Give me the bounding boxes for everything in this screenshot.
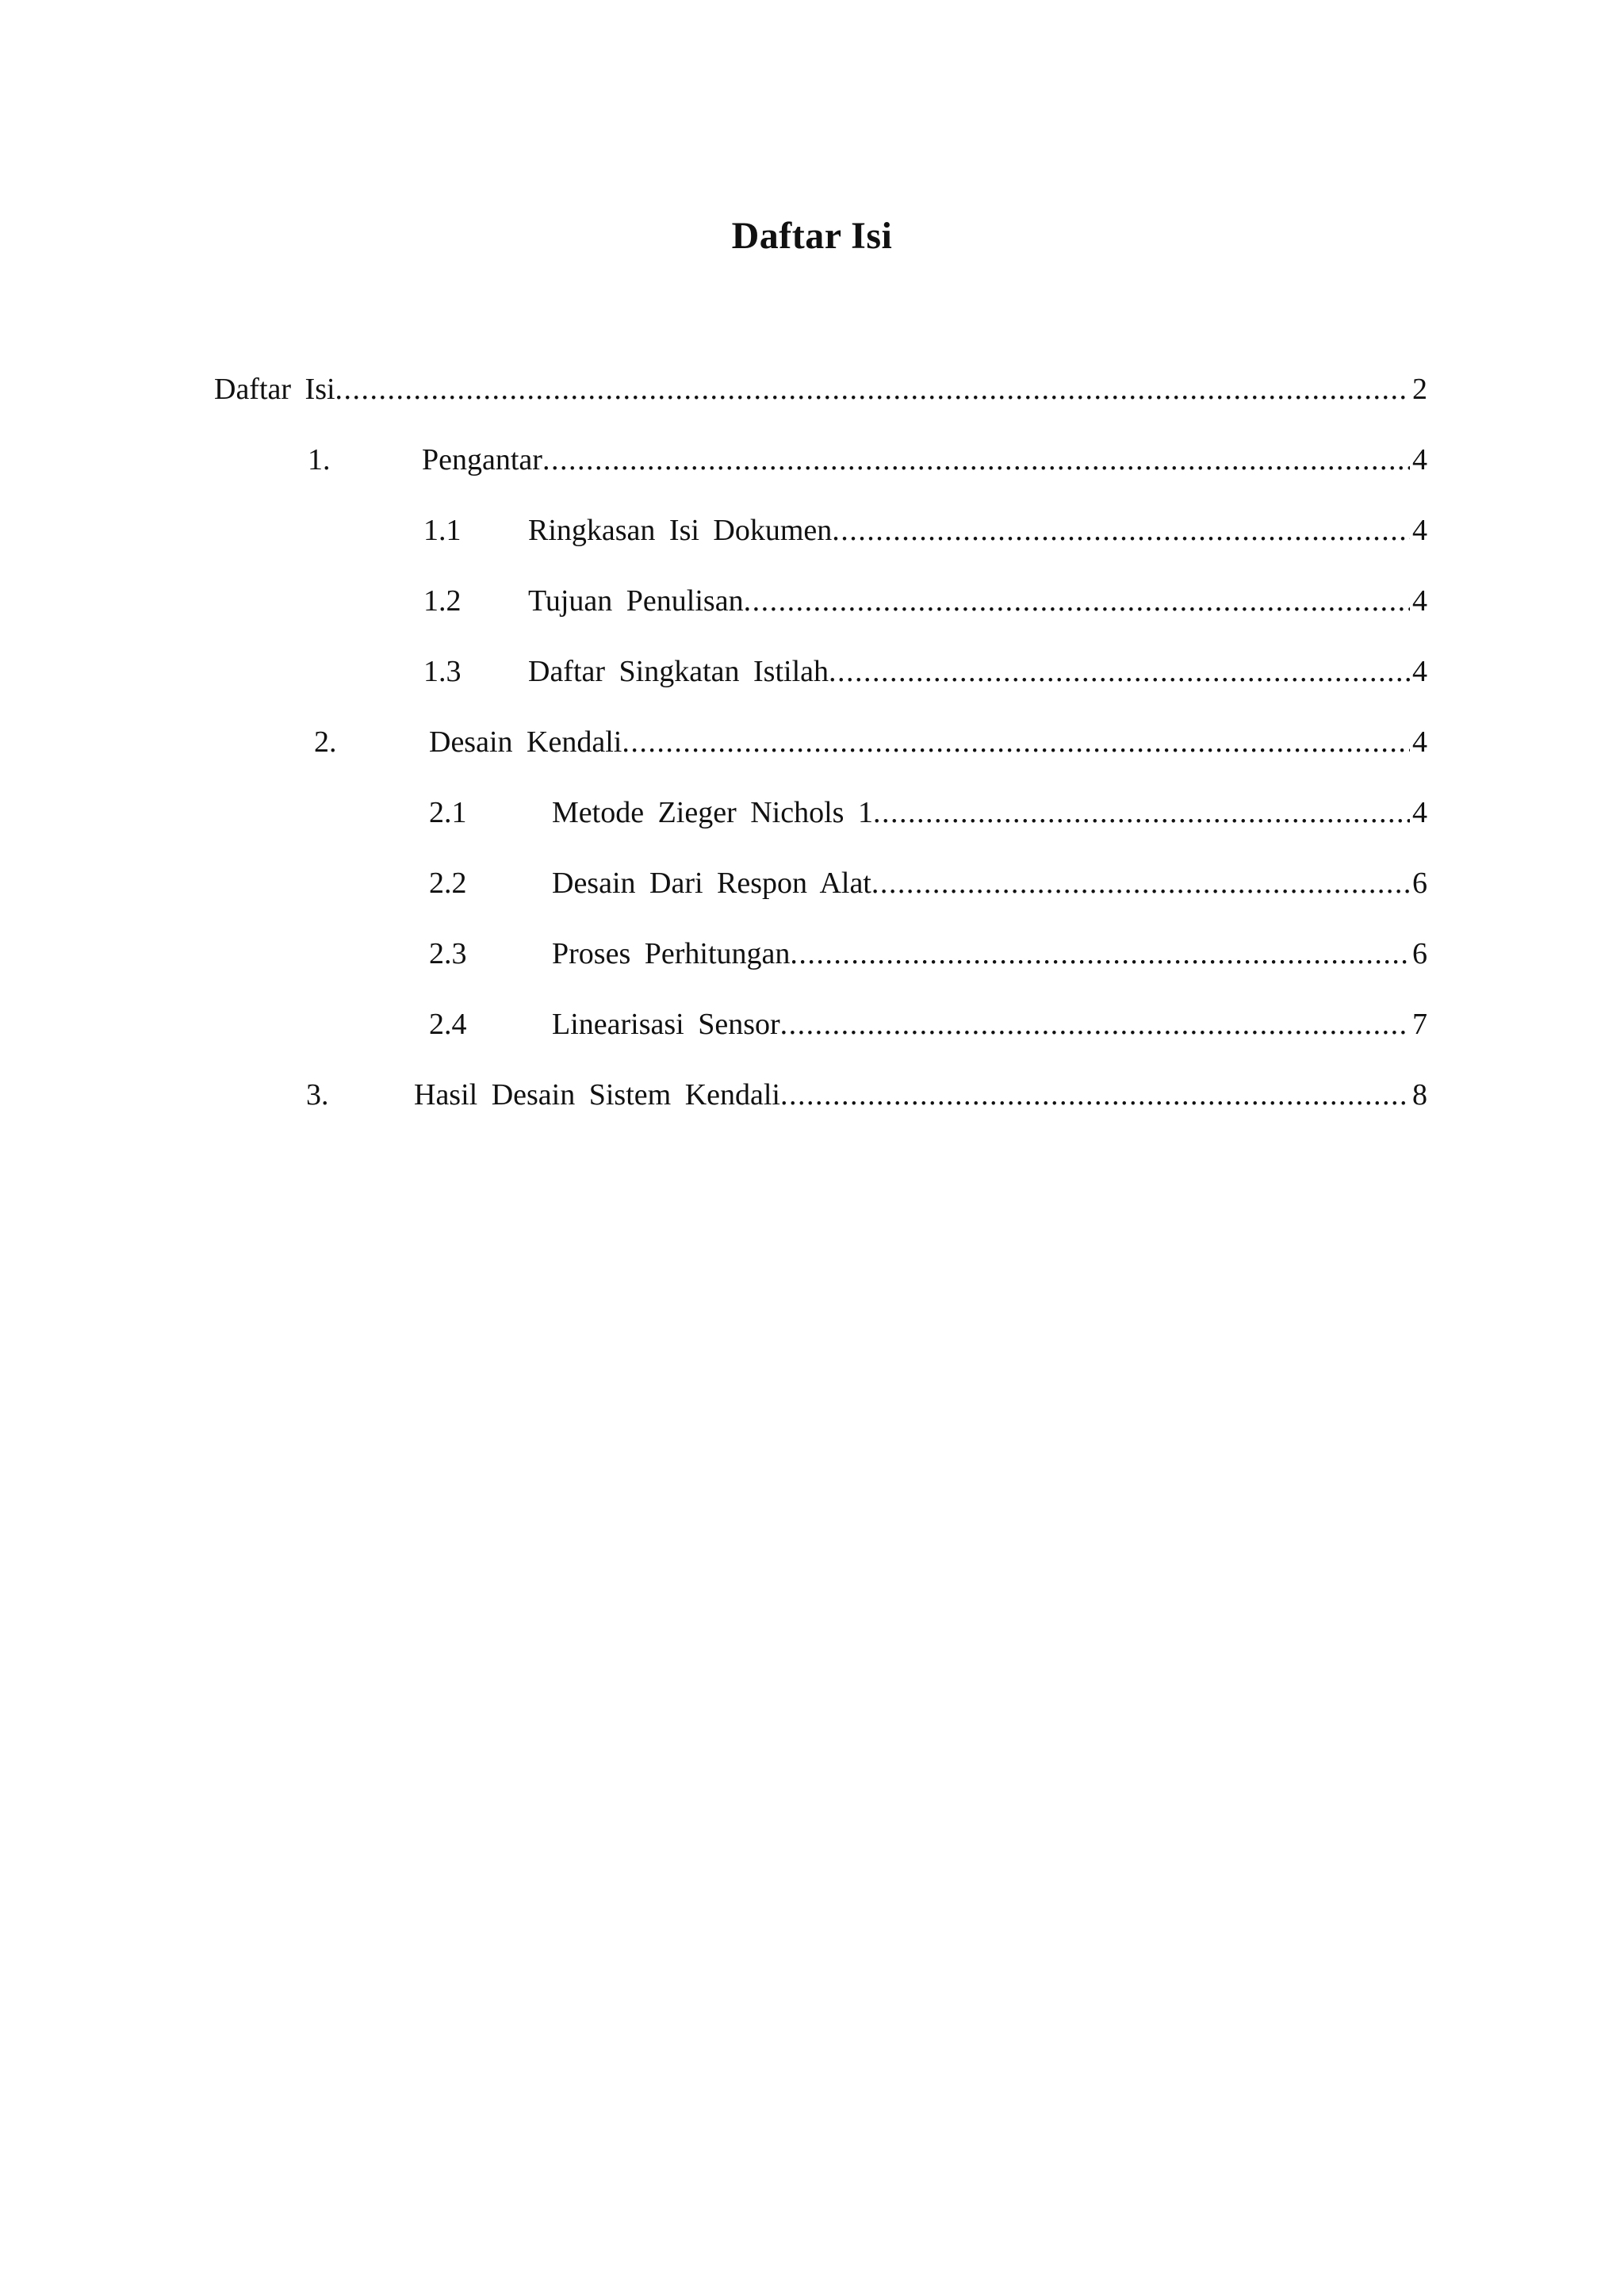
toc-leader-dots	[744, 581, 1410, 621]
toc-entry-label: Metode Zieger Nichols 1	[552, 796, 873, 829]
toc-entry-line	[552, 863, 1427, 903]
toc-entry-page: 7	[1412, 1008, 1427, 1041]
toc-entry-label: Desain Dari Respon Alat	[552, 867, 871, 900]
toc-entry-line	[414, 1075, 1427, 1115]
toc-entry-number: 1.2	[423, 584, 462, 618]
toc-entry-number: 2.	[314, 725, 337, 759]
toc-entry-page: 4	[1412, 514, 1427, 547]
toc-entry-label: Ringkasan Isi Dokumen	[528, 514, 833, 547]
toc-entry-line	[528, 652, 1427, 691]
toc-entry[interactable]	[0, 1075, 1624, 1115]
toc-leader-dots	[832, 511, 1410, 550]
toc-entry-line	[528, 581, 1427, 621]
toc-entry-line	[214, 369, 1427, 409]
toc-entry[interactable]	[0, 652, 1624, 691]
toc-entry-number: 1.1	[423, 514, 462, 547]
toc-entry[interactable]	[0, 440, 1624, 480]
toc-entry[interactable]	[0, 369, 1624, 409]
toc-entry-number: 2.3	[429, 937, 467, 970]
toc-entry-number: 2.1	[429, 796, 467, 829]
toc-entry-line	[528, 511, 1427, 550]
toc-entry-page: 6	[1412, 867, 1427, 900]
page-title: Daftar Isi	[731, 215, 893, 257]
toc-entry-label: Tujuan Penulisan	[528, 584, 744, 618]
toc-entry[interactable]	[0, 793, 1624, 832]
toc-entry[interactable]	[0, 1004, 1624, 1044]
toc-entry-page: 4	[1412, 443, 1427, 476]
toc-entry-label: Daftar Isi	[214, 373, 335, 406]
toc-leader-dots	[780, 1075, 1410, 1115]
toc-entry-line	[552, 934, 1427, 974]
toc-entry-page: 4	[1412, 796, 1427, 829]
toc-entry-page: 6	[1412, 937, 1427, 970]
toc-leader-dots	[780, 1004, 1410, 1044]
toc-entry-number: 1.3	[423, 655, 462, 688]
toc-entry-number: 1.	[308, 443, 331, 476]
toc-entry-line	[422, 440, 1427, 480]
toc-leader-dots	[622, 722, 1410, 762]
toc-entry-number: 2.2	[429, 867, 467, 900]
toc-leader-dots	[790, 934, 1410, 974]
toc-leader-dots	[542, 440, 1410, 480]
toc-entry-label: Proses Perhitungan	[552, 937, 791, 970]
toc-entry-label: Pengantar	[422, 443, 542, 476]
toc-entry-page: 4	[1412, 725, 1427, 759]
toc-entry-label: Linearisasi Sensor	[552, 1008, 780, 1041]
toc-entry[interactable]	[0, 722, 1624, 762]
toc-leader-dots	[335, 369, 1410, 409]
toc-entry[interactable]	[0, 934, 1624, 974]
toc-entry-page: 4	[1412, 655, 1427, 688]
toc-entry-line	[552, 1004, 1427, 1044]
toc-entry-line	[552, 793, 1427, 832]
toc-entry-number: 2.4	[429, 1008, 467, 1041]
toc-leader-dots	[873, 793, 1410, 832]
toc-entry-number: 3.	[306, 1078, 329, 1112]
toc-entry-page: 8	[1412, 1078, 1427, 1112]
toc-entry[interactable]	[0, 863, 1624, 903]
toc-entry-label: Desain Kendali	[429, 725, 622, 759]
toc-entry-line	[429, 722, 1427, 762]
toc-entry-page: 2	[1412, 373, 1427, 406]
toc-leader-dots	[829, 652, 1410, 691]
toc-entry-label: Daftar Singkatan Istilah	[528, 655, 829, 688]
toc-entry-page: 4	[1412, 584, 1427, 618]
toc-entry[interactable]	[0, 581, 1624, 621]
toc-leader-dots	[871, 863, 1410, 903]
toc-entry[interactable]	[0, 511, 1624, 550]
toc-entry-label: Hasil Desain Sistem Kendali	[414, 1078, 780, 1112]
